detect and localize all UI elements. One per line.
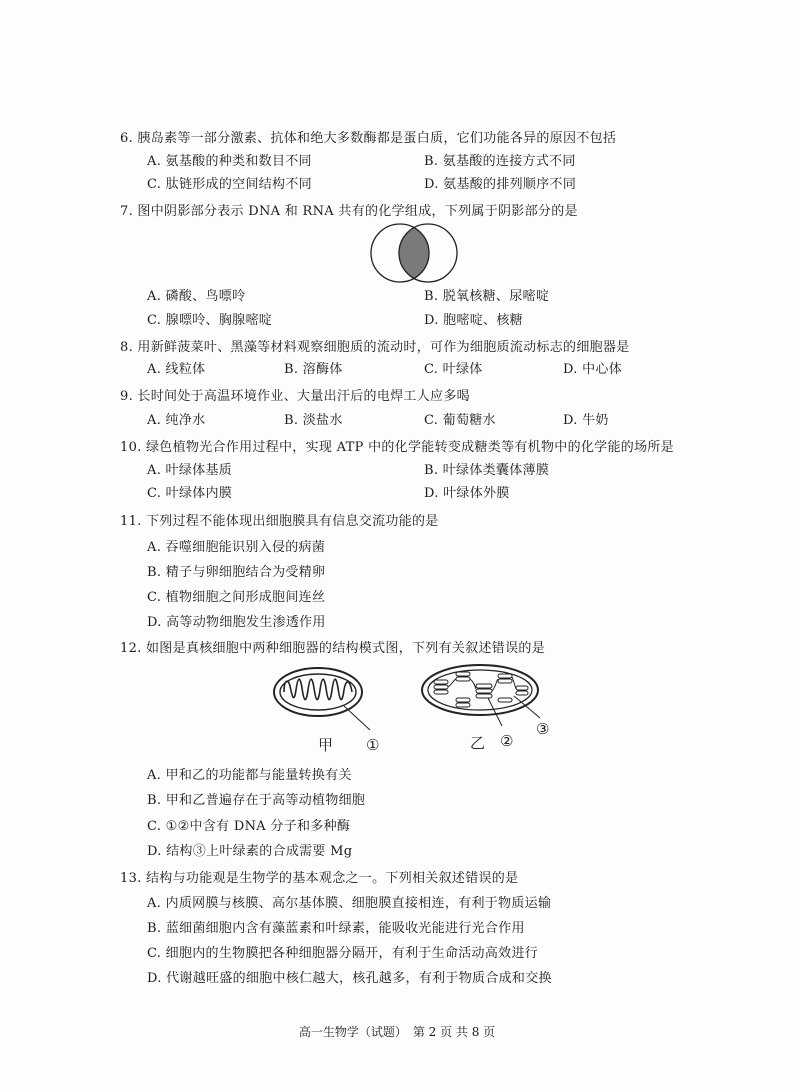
label-jia: 甲 <box>318 736 334 754</box>
question-11-option-b: B. 精子与卵细胞结合为受精卵 <box>147 565 326 580</box>
question-6-option-c: C. 肽链形成的空间结构不同 <box>147 177 312 192</box>
venn-diagram <box>370 222 460 284</box>
question-10-option-c: C. 叶绿体内膜 <box>147 486 233 501</box>
question-12-option-a: A. 甲和乙的功能都与能量转换有关 <box>147 768 352 783</box>
question-10-stem: 10. 绿色植物光合作用过程中，实现 ATP 中的化学能转变成糖类等有机物中的化学能的场所是 <box>120 440 674 455</box>
question-12-option-c: C. ①②中含有 DNA 分子和多种酶 <box>147 819 351 834</box>
question-11-option-d: D. 高等动物细胞发生渗透作用 <box>147 615 326 630</box>
label-circled-3: ③ <box>536 720 550 738</box>
question-9-option-c: C. 葡萄糖水 <box>424 413 496 428</box>
question-13-stem: 13. 结构与功能观是生物学的基本观念之一。下列相关叙述错误的是 <box>120 871 519 886</box>
question-8-stem: 8. 用新鲜菠菜叶、黑藻等材料观察细胞质的流动时，可作为细胞质流动标志的细胞器是 <box>120 340 630 355</box>
question-12-option-b: B. 甲和乙普遍存在于高等动植物细胞 <box>147 793 366 808</box>
question-11-stem: 11. 下列过程不能体现出细胞膜具有信息交流功能的是 <box>120 514 439 529</box>
label-yi: 乙 <box>470 734 486 752</box>
question-6-option-d: D. 氨基酸的排列顺序不同 <box>424 177 577 192</box>
question-12-option-d: D. 结构③上叶绿素的合成需要 Mg <box>147 844 353 859</box>
question-13-option-d: D. 代谢越旺盛的细胞中核仁越大，核孔越多，有利于物质合成和交换 <box>147 971 552 986</box>
question-9-option-d: D. 牛奶 <box>563 413 609 428</box>
question-13-option-a: A. 内质网膜与核膜、高尔基体膜、细胞膜直接相连，有利于物质运输 <box>147 896 552 911</box>
question-8-option-c: C. 叶绿体 <box>424 362 483 377</box>
question-9-option-a: A. 纯净水 <box>147 413 206 428</box>
question-6-stem: 6. 胰岛素等一部分激素、抗体和绝大多数酶都是蛋白质，它们功能各异的原因不包括 <box>120 131 617 146</box>
question-8-option-b: B. 溶酶体 <box>284 362 343 377</box>
question-7-option-d: D. 胞嘧啶、核糖 <box>424 313 523 328</box>
question-13-option-c: C. 细胞内的生物膜把各种细胞器分隔开，有利于生命活动高效进行 <box>147 946 539 961</box>
question-10-option-d: D. 叶绿体外膜 <box>424 486 510 501</box>
organelle-diagram <box>270 662 570 752</box>
question-12-stem: 12. 如图是真核细胞中两种细胞器的结构模式图，下列有关叙述错误的是 <box>120 641 546 656</box>
chloroplast-figure <box>422 665 540 726</box>
question-11-option-a: A. 吞噬细胞能识别入侵的病菌 <box>147 540 326 555</box>
question-7-option-a: A. 磷酸、鸟嘌呤 <box>147 289 246 304</box>
question-8-option-a: A. 线粒体 <box>147 362 206 377</box>
question-7-option-b: B. 脱氧核糖、尿嘧啶 <box>424 289 550 304</box>
label-circled-2: ② <box>500 732 514 750</box>
question-11-option-c: C. 植物细胞之间形成胞间连丝 <box>147 590 326 605</box>
page-footer: 高一生物学（试题） 第 2 页 共 8 页 <box>298 1025 496 1039</box>
label-circled-1: ① <box>366 736 380 754</box>
question-9-option-b: B. 淡盐水 <box>284 413 343 428</box>
question-13-option-b: B. 蓝细菌细胞内含有藻蓝素和叶绿素，能吸收光能进行光合作用 <box>147 921 525 936</box>
question-7-stem: 7. 图中阴影部分表示 DNA 和 RNA 共有的化学组成，下列属于阴影部分的是 <box>120 204 578 219</box>
question-10-option-b: B. 叶绿体类囊体薄膜 <box>424 463 550 478</box>
question-9-stem: 9. 长时间处于高温环境作业、大量出汗后的电焊工人应多喝 <box>120 389 470 404</box>
question-6-option-a: A. 氨基酸的种类和数目不同 <box>147 154 312 169</box>
question-10-option-a: A. 叶绿体基质 <box>147 463 233 478</box>
question-8-option-d: D. 中心体 <box>563 362 623 377</box>
question-7-option-c: C. 腺嘌呤、胸腺嘧啶 <box>147 313 273 328</box>
mitochondrion-figure <box>274 668 370 730</box>
question-6-option-b: B. 氨基酸的连接方式不同 <box>424 154 576 169</box>
